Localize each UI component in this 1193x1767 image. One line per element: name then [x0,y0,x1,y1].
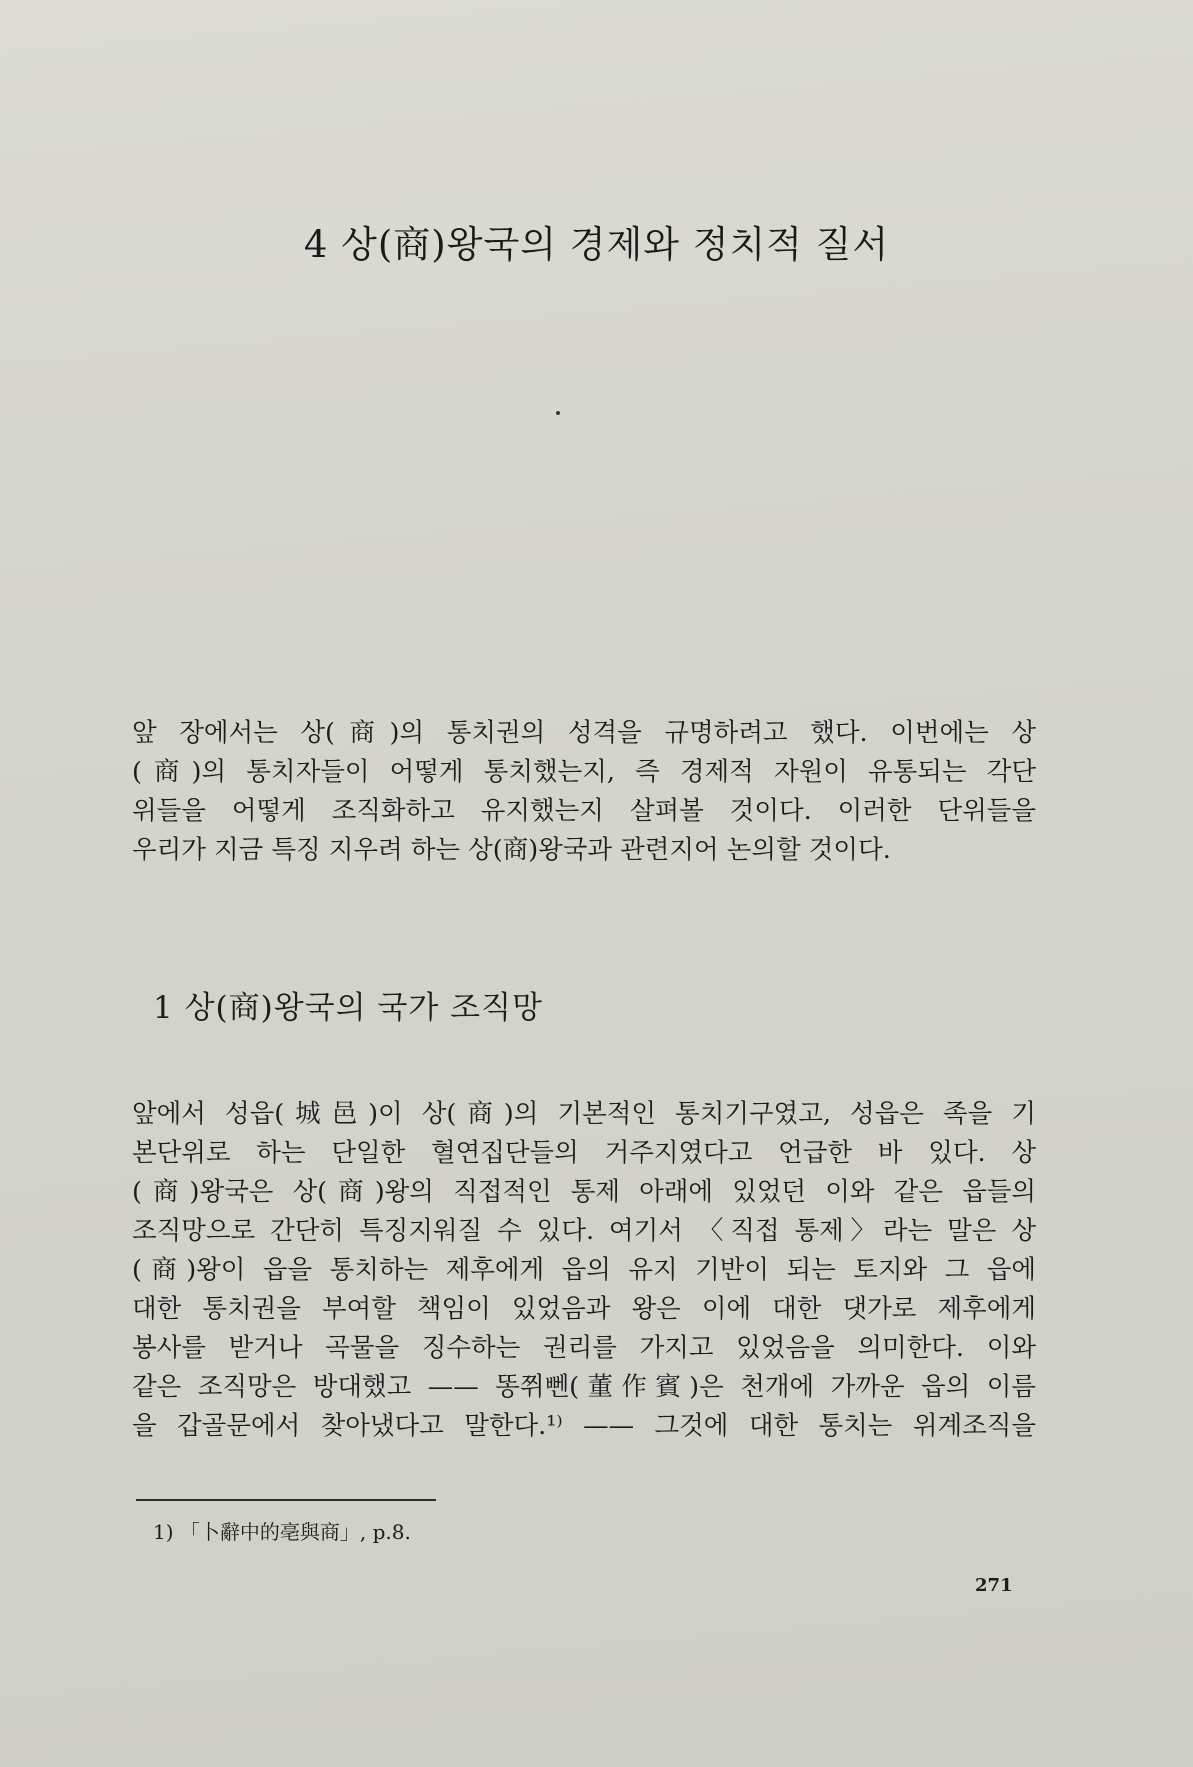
intro-line: 우리가 지금 특징 지우려 하는 상(商)왕국과 관련지어 논의할 것이다. [132,835,891,865]
body-line: 본단위로 하는 단일한 혈연집단들의 거주지였다고 언급한 바 있다. 상 [132,1138,1036,1168]
intro-line: 위들을 어떻게 조직화하고 유지했는지 살펴볼 것이다. 이러한 단위들을 [132,796,1036,826]
footnote-divider [136,1499,436,1501]
section-heading: 1 상(商)왕국의 국가 조직망 [153,990,543,1026]
footnote: 1) 「卜辭中的亳與商」, p.8. [153,1520,411,1544]
intro-line: (商)의 통치자들이 어떻게 통치했는지, 즉 경제적 자원이 유통되는 각단 [132,757,1036,787]
body-line: 을 갑골문에서 찾아냈다고 말한다.¹⁾ —— 그것에 대한 통치는 위계조직을 [132,1411,1036,1441]
body-line: 대한 통치권을 부여할 책임이 있었음과 왕은 이에 대한 댓가로 제후에게 [132,1294,1036,1324]
intro-line: 앞 장에서는 상(商)의 통치권의 성격을 규명하려고 했다. 이번에는 상 [132,718,1036,748]
intro-paragraph [132,714,1036,870]
ink-dot [556,411,560,415]
body-line: (商)왕이 읍을 통치하는 제후에게 읍의 유지 기반이 되는 토지와 그 읍에 [132,1255,1036,1285]
body-line: 같은 조직망은 방대했고 —— 똥쮜뻰(董作賓)은 천개에 가까운 읍의 이름 [132,1372,1036,1402]
page-number: 271 [975,1575,1013,1596]
body-paragraph [132,1095,1036,1446]
body-line: 앞에서 성읍(城邑)이 상(商)의 기본적인 통치기구였고, 성읍은 족을 기 [132,1099,1036,1129]
body-line: 조직망으로 간단히 특징지워질 수 있다. 여기서 〈직접 통제〉라는 말은 상 [132,1216,1036,1246]
chapter-title: 4 상(商)왕국의 경제와 정치적 질서 [303,223,890,266]
body-line: (商)왕국은 상(商)왕의 직접적인 통제 아래에 있었던 이와 같은 읍들의 [132,1177,1036,1207]
body-line: 봉사를 받거나 곡물을 징수하는 권리를 가지고 있었음을 의미한다. 이와 [132,1333,1036,1363]
